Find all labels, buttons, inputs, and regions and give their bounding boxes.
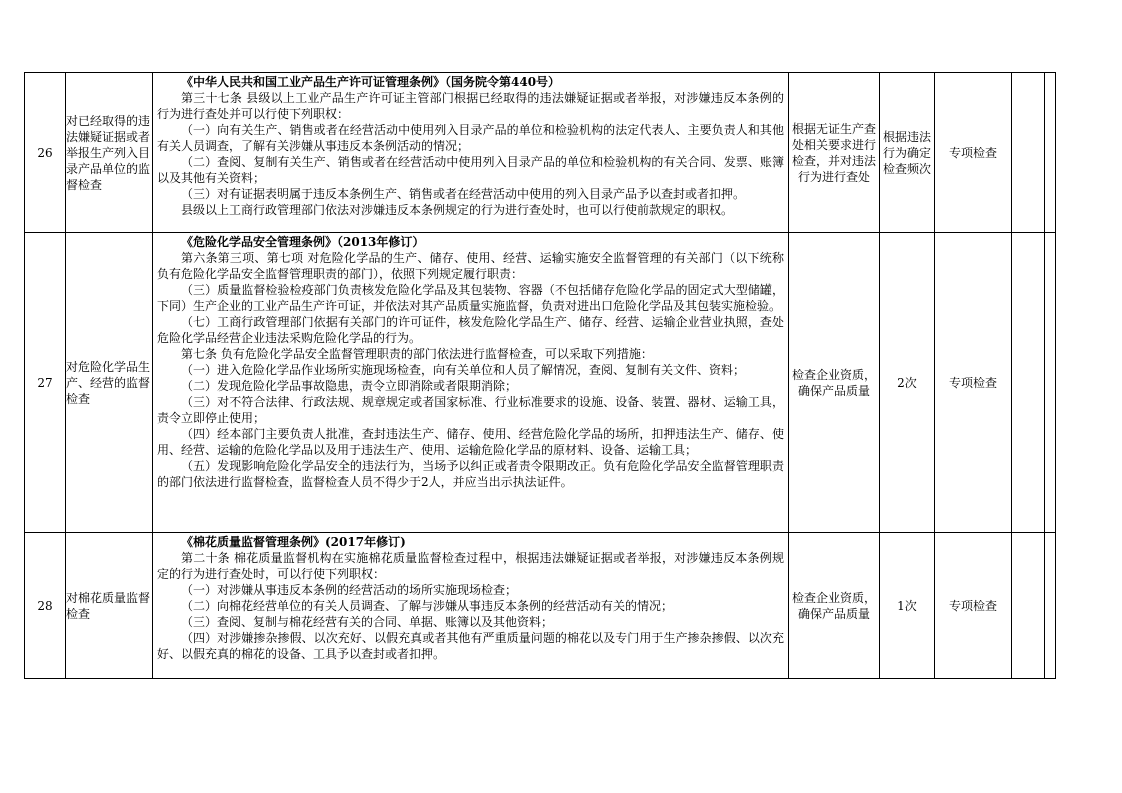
basis-paragraph: （三）质量监督检验检疫部门负责核发危险化学品及其包装物、容器（不包括储存危险化学品的固定式大型储罐，下同）生产企业的工业产品生产许可证，并依法对其产品质量实施监督，负责对进出口危险化学品及其包装实施检验。 [157,283,784,313]
legal-basis-cell [153,533,789,679]
basis-paragraph: （二）向棉花经营单位的有关人员调查、了解与涉嫌从事违反本条例的经营活动有关的情况； [181,599,674,613]
row-number: 27 [25,233,66,533]
legal-basis-cell [153,233,789,533]
inspection-method: 根据无证生产查处相关要求进行检查，并对违法行为进行查处 [789,73,880,233]
basis-paragraph: （一）对涉嫌从事违反本条例的经营活动的场所实施现场检查； [181,583,518,597]
basis-paragraph: （一）向有关生产、销售或者在经营活动中使用列入目录产品的单位和检验机构的法定代表人、主要负责人和其他有关人员调查，了解有关涉嫌从事违反本条例活动的情况； [157,123,784,153]
basis-paragraph: 第二十条 棉花质量监督机构在实施棉花质量监督检查过程中，根据违法嫌疑证据或者举报，对涉嫌违反本条例规定的行为进行查处时，可以行使下列职权： [157,551,784,581]
inspection-type: 专项检查 [935,233,1012,533]
inspection-item: 对危险化学品生产、经营的监督检查 [66,233,153,533]
row-number: 26 [25,73,66,233]
row-number: 28 [25,533,66,679]
legal-basis-cell [153,73,789,233]
inspection-table [24,72,1056,679]
empty-cell [1012,73,1045,233]
basis-paragraph: （四）对涉嫌掺杂掺假、以次充好、以假充真或者其他有严重质量问题的棉花以及专门用于生产掺杂掺假、以次充好、以假充真的棉花的设备、工具予以查封或者扣押。 [157,631,784,661]
legal-basis-text [153,73,788,232]
empty-cell [1012,533,1045,679]
empty-cell [1045,73,1056,233]
inspection-frequency: 根据违法行为确定检查频次 [880,73,935,233]
basis-paragraph: （三）查阅、复制与棉花经营有关的合同、单据、账簿以及其他资料； [181,615,554,629]
inspection-type: 专项检查 [935,73,1012,233]
basis-paragraph: 县级以上工商行政管理部门依法对涉嫌违反本条例规定的行为进行查处时，也可以行使前款规定的职权。 [181,203,734,217]
basis-paragraph: 第七条 负有危险化学品安全监督管理职责的部门依法进行监督检查，可以采取下列措施： [181,347,653,361]
legal-basis-text [153,533,788,678]
basis-paragraph: 第三十七条 县级以上工业产品生产许可证主管部门根据已经取得的违法嫌疑证据或者举报，对涉嫌违反本条例的行为进行查处并可以行使下列职权： [157,91,784,121]
inspection-item: 对棉花质量监督检查 [66,533,153,679]
table-row [25,233,1056,533]
basis-paragraph: （一）进入危险化学品作业场所实施现场检查，向有关单位和人员了解情况，查阅、复制有关文件、资料； [181,363,746,377]
basis-paragraph: （三）对不符合法律、行政法规、规章规定或者国家标准、行业标准要求的设施、设备、装置、器材、运输工具，责令立即停止使用； [157,395,784,425]
inspection-item: 对已经取得的违法嫌疑证据或者举报生产列入目录产品单位的监督检查 [66,73,153,233]
inspection-type: 专项检查 [935,533,1012,679]
law-title: 《中华人民共和国工业产品生产许可证管理条例》（国务院令第440号） [181,75,561,89]
basis-paragraph: （五）发现影响危险化学品安全的违法行为，当场予以纠正或者责令限期改正。负有危险化学品安全监督管理职责的部门依法进行监督检查，监督检查人员不得少于2人，并应当出示执法证件。 [157,459,784,489]
law-title: 《危险化学品安全管理条例》（2013年修订） [181,235,425,249]
inspection-frequency: 2次 [880,233,935,533]
basis-paragraph: （四）经本部门主要负责人批准，查封违法生产、储存、使用、经营危险化学品的场所，扣押违法生产、储存、使用、经营、运输的危险化学品以及用于违法生产、使用、运输危险化学品的原材料、设备、运输工具； [157,427,784,457]
table-row [25,73,1056,233]
empty-cell [1012,233,1045,533]
empty-cell [1045,533,1056,679]
basis-paragraph: （二）查阅、复制有关生产、销售或者在经营活动中使用列入目录产品的单位和检验机构的有关合同、发票、账簿以及其他有关资料； [157,155,784,185]
inspection-method: 检查企业资质，确保产品质量 [789,533,880,679]
inspection-frequency: 1次 [880,533,935,679]
basis-paragraph: （七）工商行政管理部门依据有关部门的许可证件，核发危险化学品生产、储存、经营、运输企业营业执照，查处危险化学品经营企业违法采购危险化学品的行为。 [157,315,784,345]
legal-basis-text [153,233,788,532]
empty-cell [1045,233,1056,533]
table-row [25,533,1056,679]
inspection-method: 检查企业资质，确保产品质量 [789,233,880,533]
law-title: 《棉花质量监督管理条例》(2017年修订) [181,535,406,549]
basis-paragraph: 第六条第三项、第七项 对危险化学品的生产、储存、使用、经营、运输实施安全监督管理的有关部门（以下统称负有危险化学品安全监督管理职责的部门），依照下列规定履行职责： [157,251,784,281]
basis-paragraph: （二）发现危险化学品事故隐患，责令立即消除或者限期消除； [181,379,518,393]
basis-paragraph: （三）对有证据表明属于违反本条例生产、销售或者在经营活动中使用的列入目录产品予以查封或者扣押。 [181,187,746,201]
